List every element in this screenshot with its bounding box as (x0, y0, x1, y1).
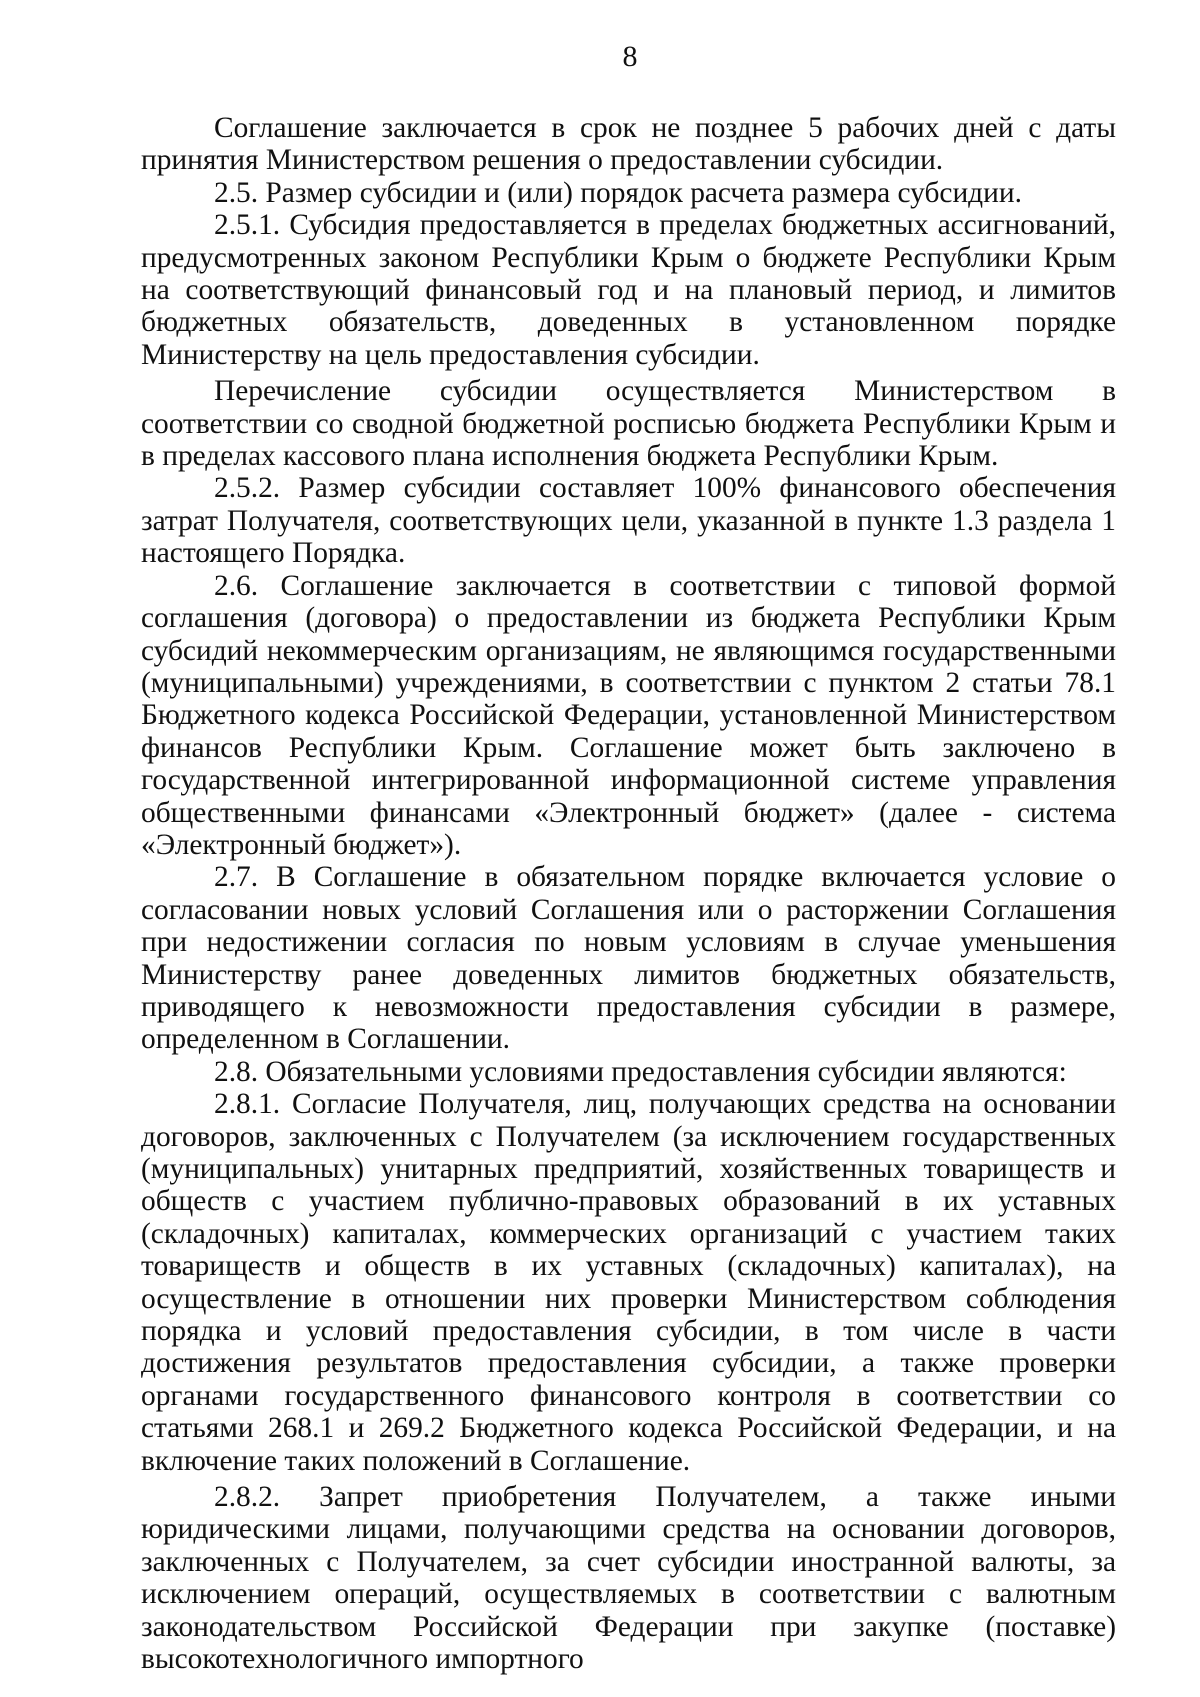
paragraph-2-8-2: 2.8.2. Запрет приобретения Получателем, а также иными юридическими лицами, получающими средства на основании договоров, заключенных с Получателем, за счет субсидии иностранной валюты, за исключением операций, осуществляемых в соответствии с валютным законодательством Российской Федерации при закупке (поставке) высокотехнологичного импортного (141, 1481, 1116, 1676)
paragraph-2-5-2: 2.5.2. Размер субсидии составляет 100% финансового обеспечения затрат Получателя, соответствующих цели, указанной в пункте 1.3 раздела 1 настоящего Порядка. (141, 472, 1116, 570)
paragraph-transfer: Перечисление субсидии осуществляется Министерством в соответствии со сводной бюджетной росписью бюджета Республики Крым и в пределах кассового плана исполнения бюджета Республики Крым. (141, 375, 1116, 473)
paragraph-2-8: 2.8. Обязательными условиями предоставления субсидии являются: (214, 1055, 1067, 1088)
paragraph-2-8-1: 2.8.1. Согласие Получателя, лиц, получающих средства на основании договоров, заключенных с Получателем (за исключением государственных (муниципальных) унитарных предприятий, хозяйственных товариществ и обществ с участием публично-правовых образований в их уставных (складочных) капиталах, коммерческих организаций с участием таких товариществ и обществ в их уставных (складочных) капиталах), на осуществление в отношении них проверки Министерством соблюдения порядка и условий предоставления субсидии, в том числе в части достижения результатов предоставления субсидии, а также проверки органами государственного финансового контроля в соответствии со статьями 268.1 и 269.2 Бюджетного кодекса Российской Федерации, и на включение таких положений в Соглашение. (141, 1088, 1116, 1477)
paragraph-2-6: 2.6. Соглашение заключается в соответствии с типовой формой соглашения (договора) о предоставлении из бюджета Республики Крым субсидий некоммерческим организациям, не являющимся государственными (муниципальными) учреждениями, в соответствии с пунктом 2 статьи 78.1 Бюджетного кодекса Российской Федерации, установленной Министерством финансов Республики Крым. Соглашение может быть заключено в государственной интегрированной информационной системе управления общественными финансами «Электронный бюджет» (далее - система «Электронный бюджет»). (141, 569, 1116, 861)
paragraph-2-5: 2.5. Размер субсидии и (или) порядок расчета размера субсидии. (214, 176, 1022, 209)
page-number: 8 (622, 40, 638, 73)
document-body (141, 112, 1116, 1676)
paragraph-2-5-1: 2.5.1. Субсидия предоставляется в пределах бюджетных ассигнований, предусмотренных законом Республики Крым о бюджете Республики Крым на соответствующий финансовый год и на плановый период, и лимитов бюджетных обязательств, доведенных в установленном порядке Министерству на цель предоставления субсидии. (141, 209, 1116, 371)
paragraph-2-7: 2.7. В Соглашение в обязательном порядке включается условие о согласовании новых условий Соглашения или о расторжении Соглашения при недостижении согласия по новым условиям в случае уменьшения Министерству ранее доведенных лимитов бюджетных обязательств, приводящего к невозможности предоставления субсидии в размере, определенном в Соглашении. (141, 861, 1116, 1056)
paragraph-agreement-deadline: Соглашение заключается в срок не позднее 5 рабочих дней с даты принятия Министерством решения о предоставлении субсидии. (141, 112, 1116, 177)
